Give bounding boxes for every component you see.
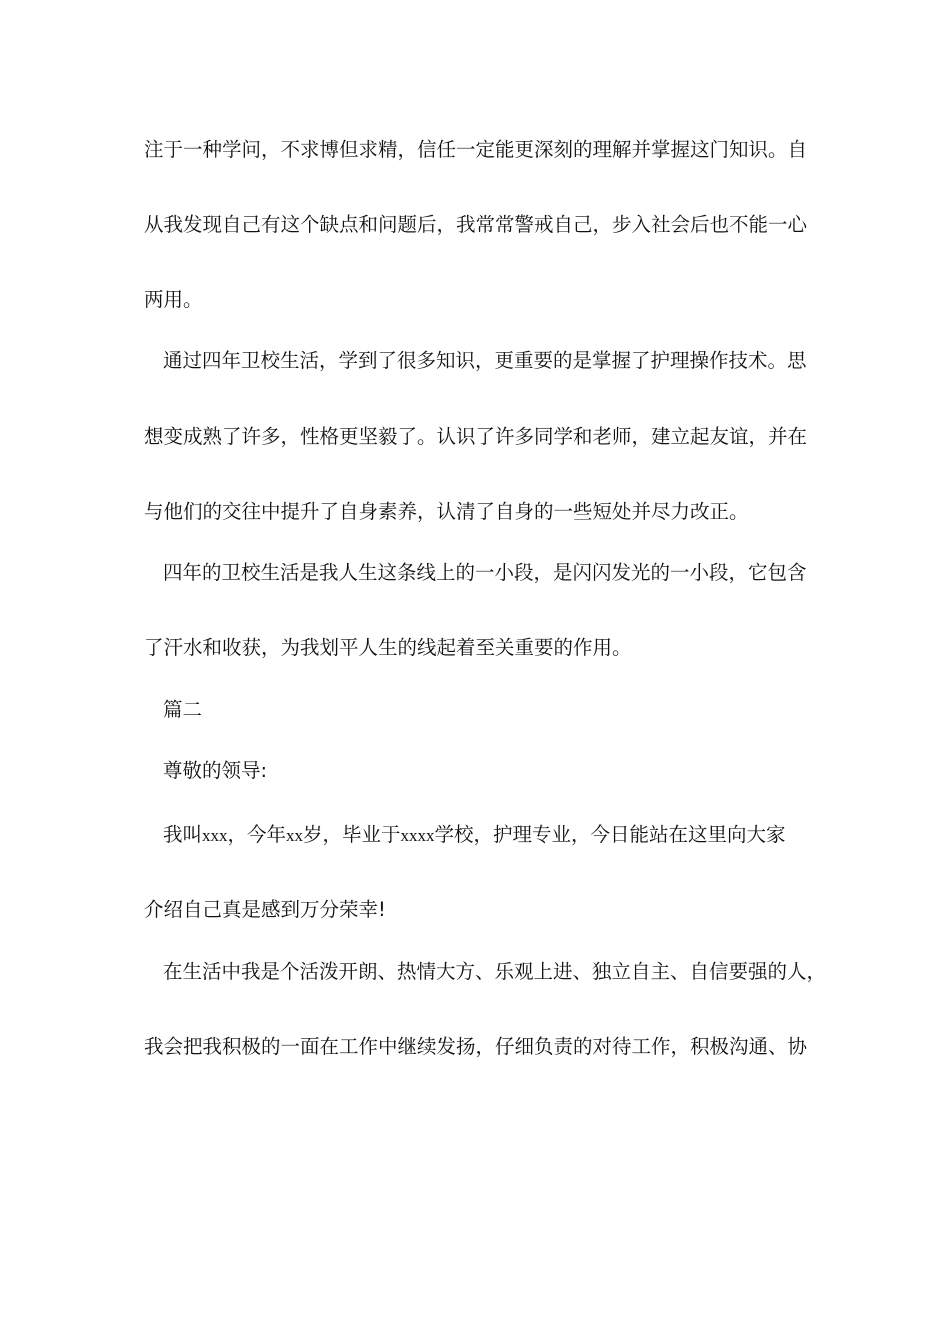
- p2-line-1: 通过四年卫校生活，学到了很多知识，更重要的是掌握了护理操作技术。思: [163, 349, 807, 372]
- p4-line-2: 介绍自己真是感到万分荣幸!: [144, 898, 386, 921]
- p4-line-1: [163, 822, 843, 849]
- p4-text-a: 我叫: [163, 823, 203, 846]
- p5-line-1: 在生活中我是个活泼开朗、热情大方、乐观上进、独立自主、自信要强的人，: [163, 960, 827, 983]
- p2-line-3: 与他们的交往中提升了自身素养，认清了自身的一些短处并尽力改正。: [144, 500, 749, 523]
- p2-line-2: 想变成熟了许多，性格更坚毅了。认识了许多同学和老师，建立起友谊，并在: [144, 425, 808, 448]
- p1-line-2: 从我发现自己有这个缺点和问题后，我常常警戒自己，步入社会后也不能一心: [144, 213, 808, 236]
- p3-line-2: 了汗水和收获，为我划平人生的线起着至关重要的作用。: [144, 636, 632, 659]
- p1-line-1: 注于一种学问，不求博但求精，信任一定能更深刻的理解并掌握这门知识。自: [144, 138, 808, 161]
- p4-text-b: ，今年: [227, 823, 287, 846]
- salutation: 尊敬的领导:: [163, 759, 268, 782]
- p5-line-2: 我会把我积极的一面在工作中继续发扬，仔细负责的对待工作，积极沟通、协: [144, 1035, 808, 1058]
- section-heading: 篇二: [163, 698, 203, 721]
- age-placeholder: xx: [286, 826, 304, 845]
- name-placeholder: xxx: [202, 826, 228, 845]
- p1-line-3: 两用。: [144, 288, 203, 311]
- p4-text-d: 学校，护理专业，今日能站在这里向大家: [434, 823, 786, 846]
- p4-text-c: 岁，毕业于: [303, 823, 401, 846]
- school-placeholder: xxxx: [400, 826, 435, 845]
- p3-line-1: 四年的卫校生活是我人生这条线上的一小段，是闪闪发光的一小段，它包含: [163, 561, 807, 584]
